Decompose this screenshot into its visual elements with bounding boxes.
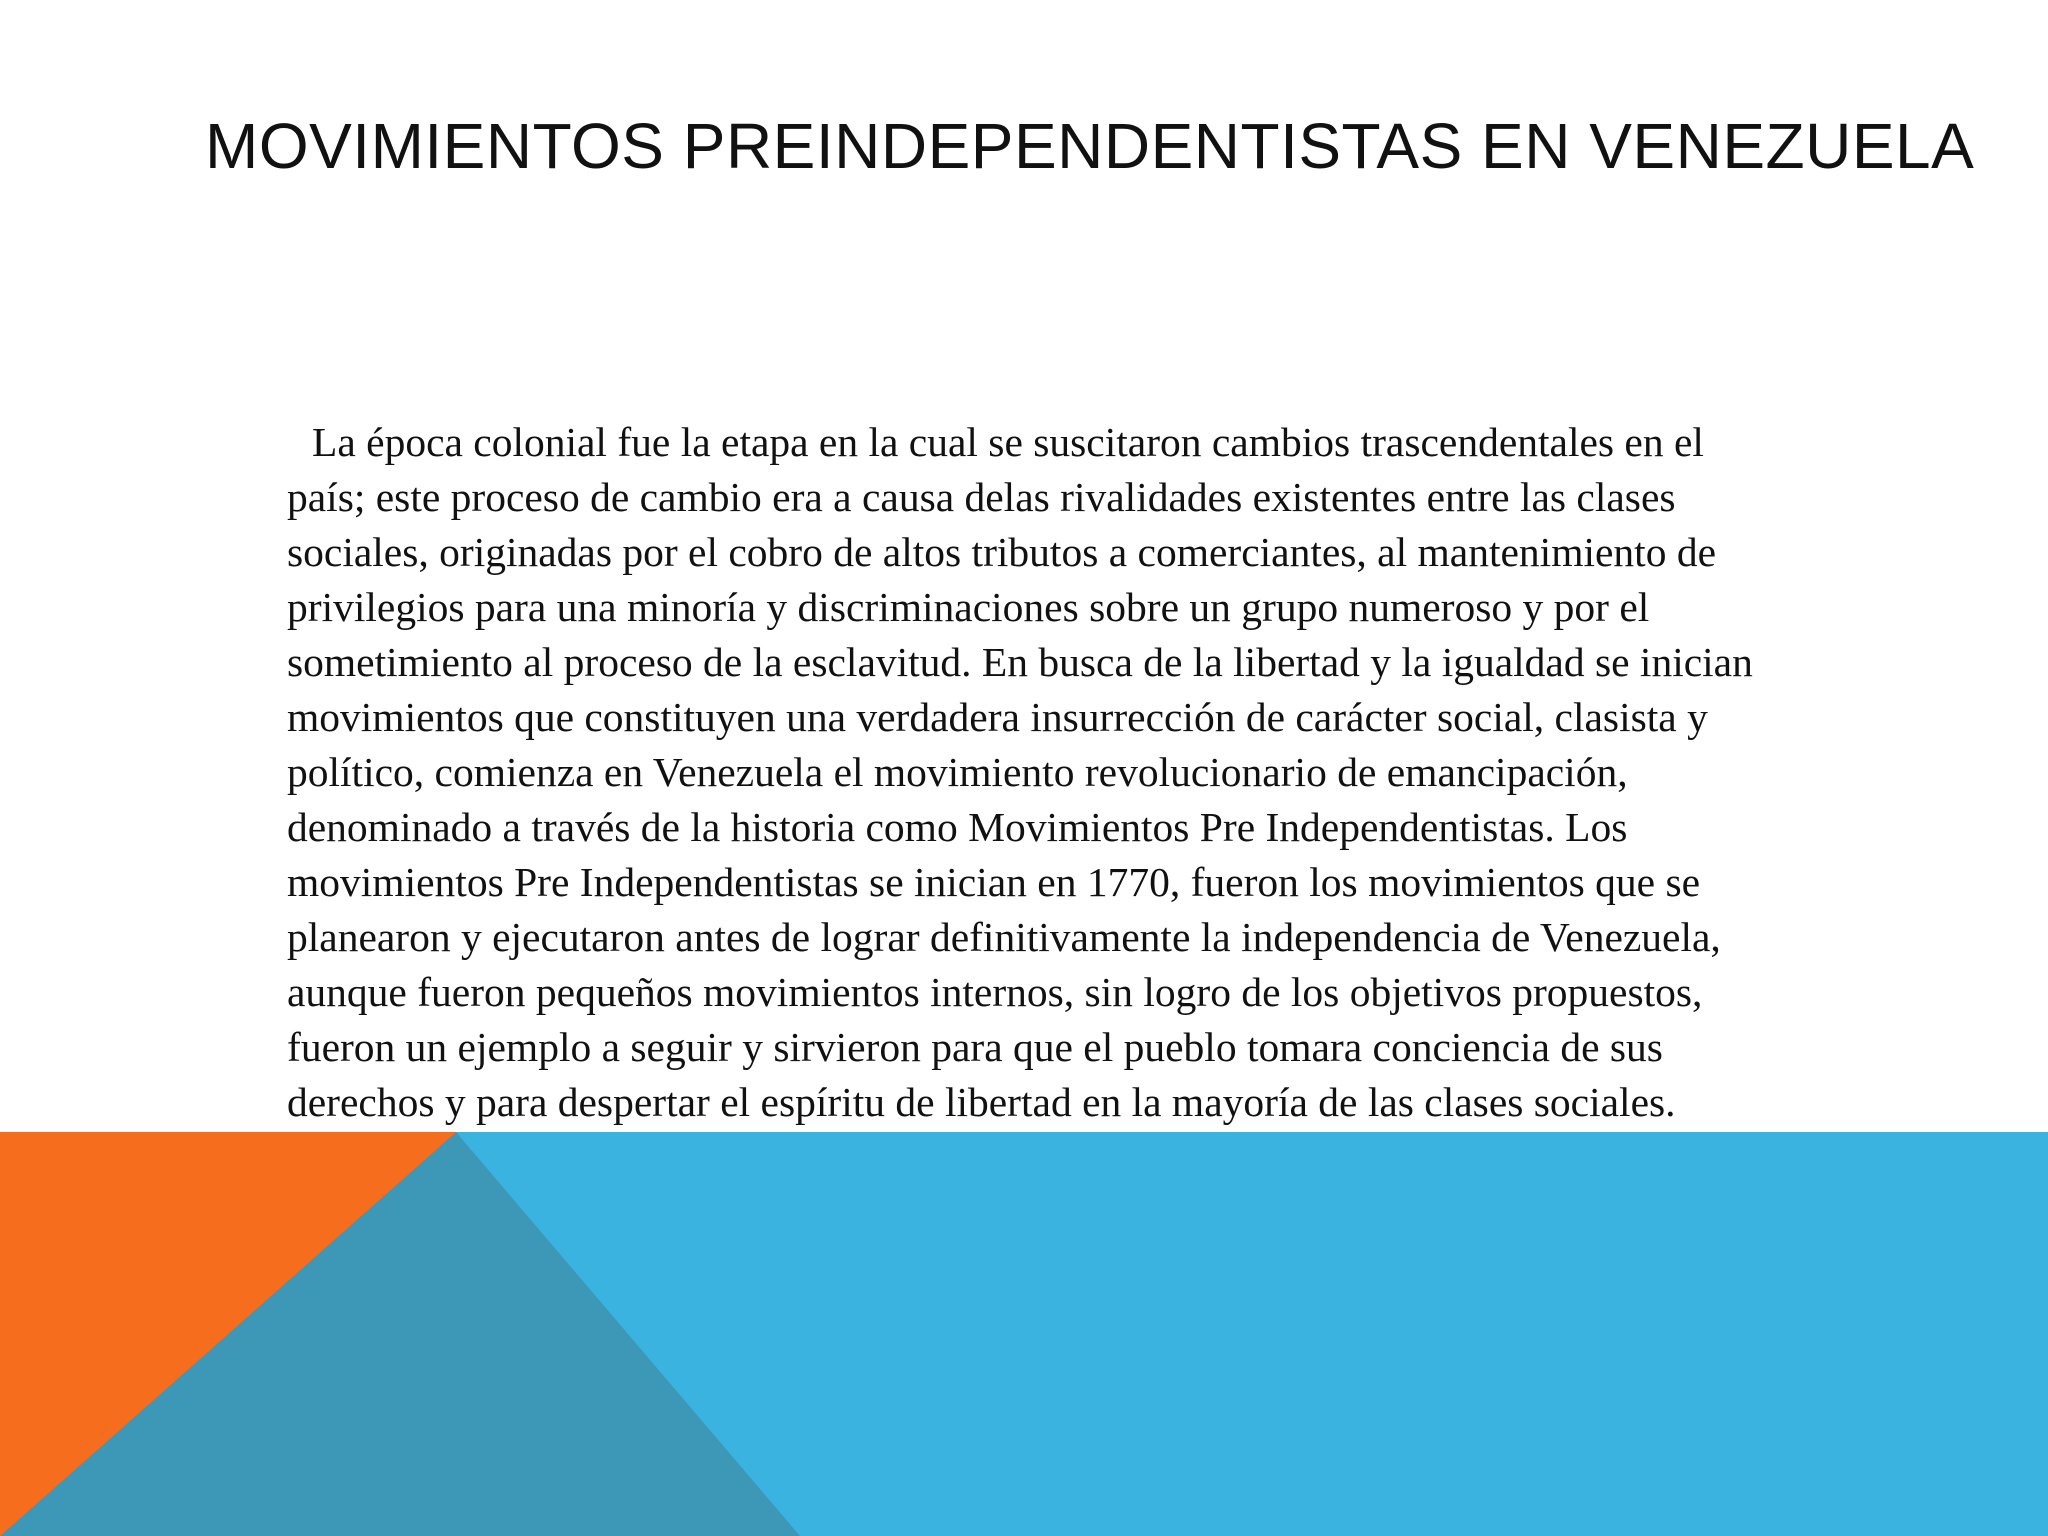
slide-body-text: La época colonial fue la etapa en la cual se suscitaron cambios trascendentales en el país; este proceso de cambio era a causa delas rivalidades existentes entre las clases sociales, originadas por el cobro de altos tributos a comerciantes, al mantenimiento de privilegios para una minoría y discriminaciones sobre un grupo numeroso y por el sometimiento al proceso de la esclavitud. En busca de la libertad y la igualdad se inician movimientos que constituyen una verdadera insurrección de carácter social, clasista y político, comienza en Venezuela el movimiento revolucionario de emancipación, denominado a través de la historia como Movimientos Pre Independentistas. Los movimientos Pre Independentistas se inician en 1770, fueron los movimientos que se planearon y ejecutaron antes de lograr definitivamente la independencia de Venezuela, aunque fueron pequeños movimientos internos, sin logro de los objetivos propuestos, fueron un ejemplo a seguir y sirvieron para que el pueblo tomara conciencia de sus derechos y para despertar el espíritu de libertad en la mayoría de las clases sociales. bbox=[287, 419, 1753, 1125]
slide-title: MOVIMIENTOS PREINDEPENDENTISTAS EN VENEZUELA bbox=[205, 110, 1975, 182]
